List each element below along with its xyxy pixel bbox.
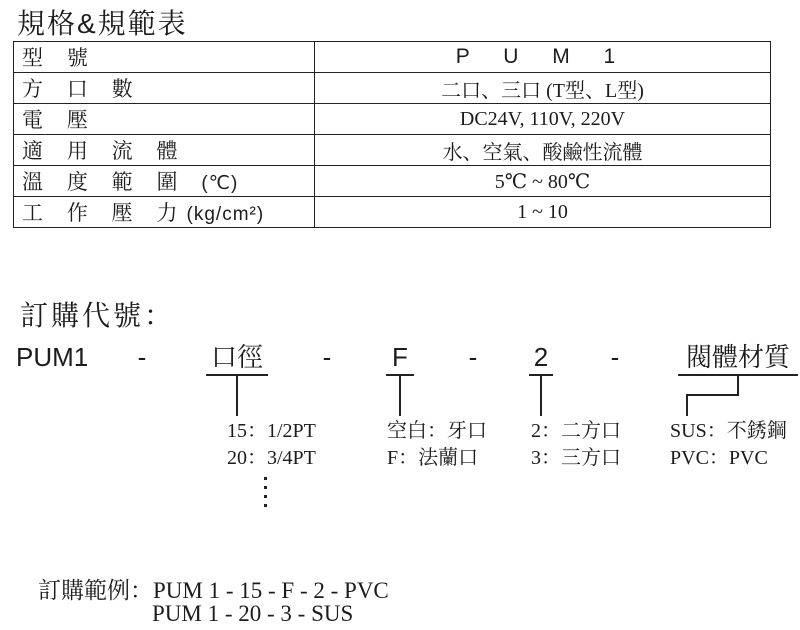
legend-bore-line-2: 20：3/4PT (227, 447, 316, 469)
spec-label-fluid: 適 用 流 體 (22, 140, 187, 163)
code-dash: - (322, 342, 332, 372)
code-segment-base: PUM1 (16, 342, 89, 372)
example-code-1: PUM 1 - 15 - F - 2 - PVC (153, 578, 389, 603)
spec-label-temperature: 溫 度 範 圍 (22, 171, 187, 194)
examples-label: 訂購範例： (38, 578, 153, 603)
spec-row-model (14, 42, 771, 73)
spec-value-pressure: 1 ~ 10 (315, 197, 771, 228)
spec-row-voltage (14, 104, 771, 135)
code-segment-bore: 口徑 (206, 342, 268, 376)
legend-material-line-2: PVC：PVC (670, 447, 768, 469)
ordering-heading: 訂購代號： (20, 300, 176, 331)
legend-ports (531, 418, 621, 472)
connector-line-bore (236, 376, 238, 416)
vertical-ellipsis-icon (264, 477, 267, 507)
spec-value-model: P U M 1 (315, 42, 771, 73)
spec-table (13, 41, 771, 228)
connector-line-ports (540, 376, 542, 416)
spec-value-fluid: 水、空氣、酸鹼性流體 (315, 135, 771, 166)
legend-bore (227, 418, 316, 472)
connector-line-material-1 (737, 376, 739, 396)
example-line-2 (152, 601, 353, 627)
connector-line-material-3 (686, 394, 688, 416)
code-dash: - (610, 342, 620, 372)
spec-row-pressure (14, 197, 771, 228)
spec-row-ports (14, 73, 771, 104)
spec-value-ports: 二口、三口 (T型、L型) (315, 73, 771, 104)
page-title: 規格&規範表 (17, 8, 188, 39)
code-segment-flange: F (386, 342, 414, 376)
code-segment-ports: 2 (529, 342, 553, 376)
legend-bore-line-1: 15：1/2PT (227, 420, 316, 442)
spec-label-pressure: 工 作 壓 力 (22, 202, 187, 225)
code-segment-material: 閥體材質 (678, 342, 798, 376)
spec-label-voltage: 電 壓 (22, 109, 97, 132)
legend-material (670, 418, 787, 472)
spec-label-pressure-suffix: (kg/cm²) (186, 204, 265, 225)
spec-row-fluid (14, 135, 771, 166)
legend-flange (387, 418, 487, 472)
legend-ports-line-2: 3：三方口 (531, 447, 621, 469)
spec-label-ports: 方 口 數 (22, 78, 142, 101)
legend-flange-line-2: F：法蘭口 (387, 447, 479, 469)
spec-value-temperature: 5℃ ~ 80℃ (315, 166, 771, 197)
legend-ports-line-1: 2：二方口 (531, 420, 621, 442)
spec-label-temperature-suffix: (℃) (201, 173, 239, 194)
legend-material-line-1: SUS：不銹鋼 (670, 420, 787, 442)
connector-line-flange (399, 376, 401, 416)
connector-line-material-2 (686, 394, 739, 396)
code-dash: - (137, 342, 147, 372)
example-code-2: PUM 1 - 20 - 3 - SUS (152, 601, 354, 626)
spec-label-model: 型 號 (22, 47, 97, 70)
spec-value-voltage: DC24V, 110V, 220V (315, 104, 771, 135)
spec-row-temperature (14, 166, 771, 197)
legend-flange-line-1: 空白：牙口 (387, 420, 487, 442)
code-dash: - (468, 342, 478, 372)
